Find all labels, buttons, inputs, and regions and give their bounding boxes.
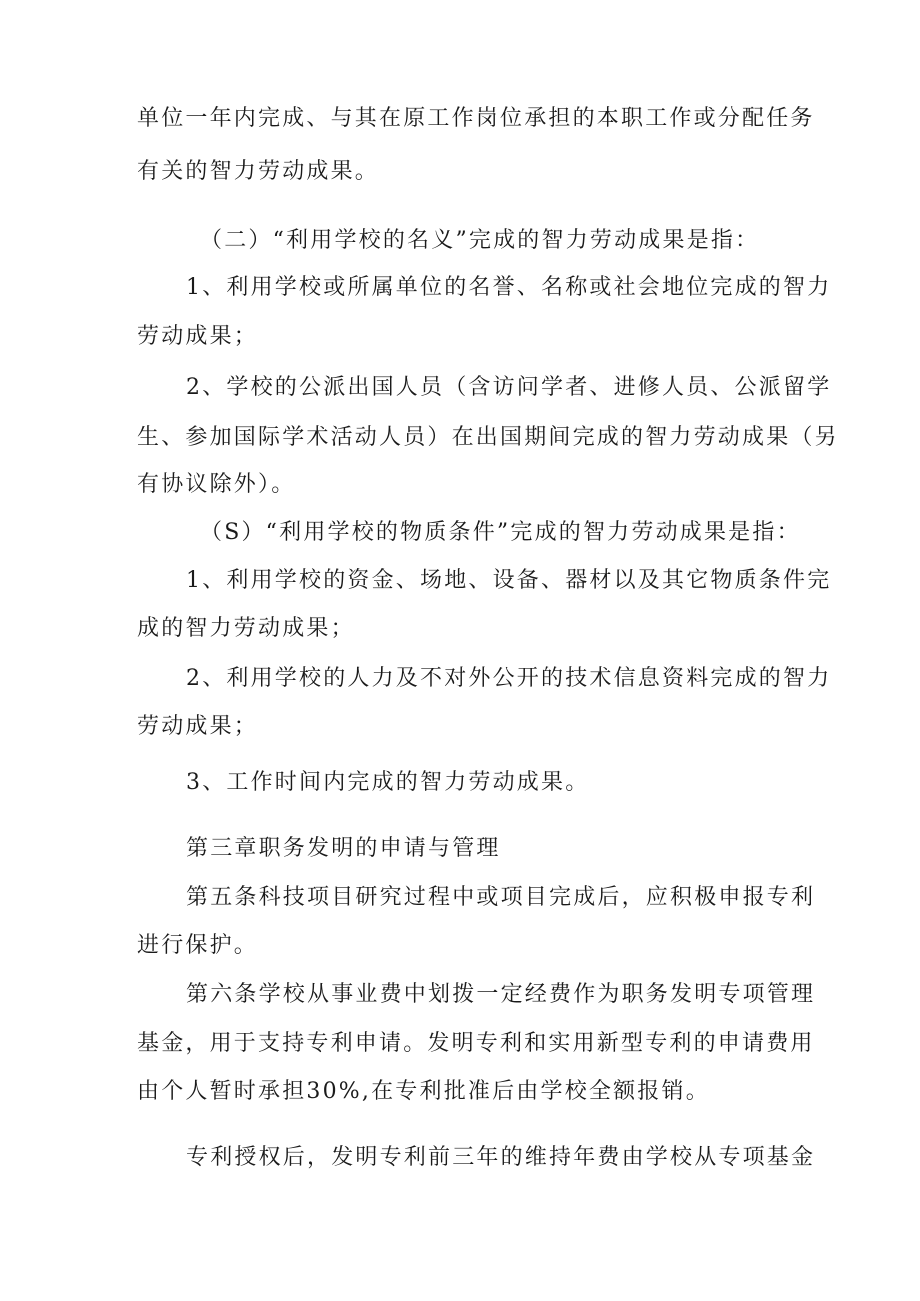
text-line: 第五条科技项目研究过程中或项目完成后，应积极申报专利 xyxy=(186,885,816,910)
text-line: 生、参加国际学术活动人员）在出国期间完成的智力劳动成果（另 xyxy=(137,425,839,450)
text-line: 有关的智力劳动成果。 xyxy=(137,159,380,184)
text-line: 由个人暂时承担30%,在专利批准后由学校全额报销。 xyxy=(137,1079,710,1104)
text-line: 成的智力劳动成果； xyxy=(137,616,355,641)
chapter-heading: 第三章职务发明的申请与管理 xyxy=(186,836,501,861)
text-line: 劳动成果； xyxy=(137,714,259,739)
text-line: 进行保护。 xyxy=(137,933,259,958)
text-line: 1、利用学校或所属单位的名誉、名称或社会地位完成的智力 xyxy=(186,275,832,300)
text-line: 专利授权后，发明专利前三年的维持年费由学校从专项基金 xyxy=(186,1145,816,1170)
section-heading: （S）“利用学校的物质条件”完成的智力劳动成果是指： xyxy=(200,520,801,545)
text-line: 有协议除外）。 xyxy=(137,472,296,497)
text-line: 3、工作时间内完成的智力劳动成果。 xyxy=(186,770,590,795)
text-line: 2、学校的公派出国人员（含访问学者、进修人员、公派留学 xyxy=(186,375,832,400)
text-line: 1、利用学校的资金、场地、设备、器材以及其它物质条件完 xyxy=(186,568,832,593)
text-line: 单位一年内完成、与其在原工作岗位承担的本职工作或分配任务 xyxy=(137,106,815,131)
section-heading: （二）“利用学校的名义”完成的智力劳动成果是指： xyxy=(200,228,760,253)
text-line: 2、利用学校的人力及不对外公开的技术信息资料完成的智力 xyxy=(186,666,832,691)
text-line: 劳动成果； xyxy=(137,324,259,349)
text-line: 基金，用于支持专利申请。发明专利和实用新型专利的申请费用 xyxy=(137,1031,815,1056)
text-line: 第六条学校从事业费中划拨一定经费作为职务发明专项管理 xyxy=(186,982,816,1007)
